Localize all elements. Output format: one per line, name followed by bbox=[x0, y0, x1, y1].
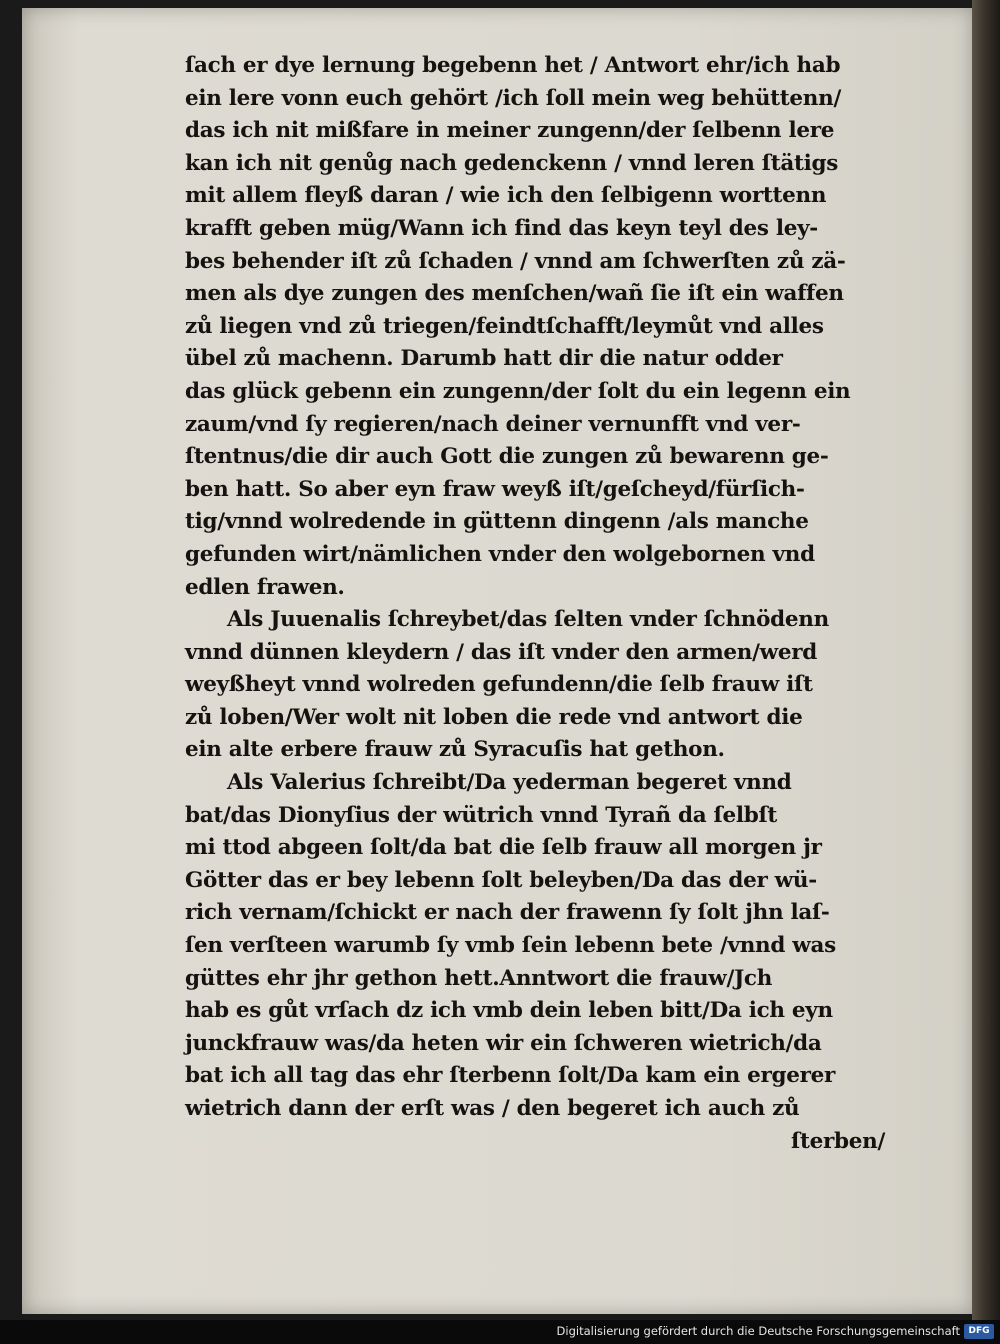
funding-credit: Digitalisierung gefördert durch die Deutsche Forschungsgemeinschaft bbox=[556, 1324, 960, 1338]
text-line: wietrich dann der erſt was / den begeret ich auch zů bbox=[185, 1096, 800, 1121]
text-line: bes behender iſt zů ſchaden / vnnd am ſchwerſten zů zä- bbox=[185, 248, 846, 274]
text-line: Götter das er bey lebenn ſolt beleyben/Da das der wü- bbox=[185, 867, 817, 893]
dfg-logo-icon: DFG bbox=[964, 1324, 994, 1339]
text-line: kan ich nit genůg nach gedenckenn / vnnd leren ſtätigs bbox=[185, 150, 838, 176]
text-line: Als Juuenalis ſchreybet/das ſelten vnder ſchnödenn bbox=[227, 607, 829, 633]
text-line: zaum/vnd ſy regieren/nach deiner vernunfft vnd ver- bbox=[185, 411, 801, 437]
blackletter-text-block bbox=[185, 50, 885, 1158]
text-line: weyßheyt vnnd wolreden gefundenn/die ſelb frauw iſt bbox=[185, 672, 813, 698]
text-line: ſach er dye lernung begebenn het / Antwort ehr/ich hab bbox=[185, 53, 841, 78]
text-line: ben hatt. So aber eyn fraw weyß iſt/geſcheyd/fürſich- bbox=[185, 476, 805, 502]
text-line: das glück gebenn ein zungenn/der ſolt du ein legenn ein bbox=[185, 378, 851, 404]
text-line: das ich nit mißfare in meiner zungenn/der ſelbenn lere bbox=[185, 118, 835, 144]
text-line: zů loben/Wer wolt nit loben die rede vnd antwort die bbox=[185, 704, 803, 730]
footer-bar bbox=[0, 1320, 1000, 1344]
text-line: ein alte erbere frauw zů Syracuſis hat gethon. bbox=[185, 737, 725, 763]
text-line: mi ttod abgeen ſolt/da bat die ſelb frauw all morgen jr bbox=[185, 835, 822, 861]
text-line: vnnd dünnen kleydern / das iſt vnder den armen/werd bbox=[185, 639, 818, 665]
text-line: übel zů machenn. Darumb hatt dir die natur odder bbox=[185, 346, 783, 372]
text-line: tig/vnnd wolredende in güttenn dingenn /als manche bbox=[185, 509, 809, 535]
text-line: edlen frawen. bbox=[185, 574, 345, 600]
text-line: zů liegen vnd zů triegen/feindtſchafft/leymůt vnd alles bbox=[185, 313, 824, 339]
book-spine-edge bbox=[972, 0, 1000, 1320]
text-line: bat ich all tag das ehr ſterbenn ſolt/Da kam ein ergerer bbox=[185, 1063, 836, 1089]
text-line: bat/das Dionyſius der wütrich vnnd Tyrañ da ſelbſt bbox=[185, 802, 778, 828]
text-line: ein lere vonn euch gehört /ich ſoll mein weg behüttenn/ bbox=[185, 85, 842, 111]
text-line: men als dye zungen des menſchen/wañ ſie iſt ein waffen bbox=[185, 281, 844, 307]
text-line: güttes ehr jhr gethon hett.Anntwort die frauw/Jch bbox=[185, 965, 773, 991]
text-line: krafft geben müg/Wann ich find das keyn teyl des ley- bbox=[185, 215, 818, 241]
text-line: hab es gůt vrſach dz ich vmb dein leben bitt/Da ich eyn bbox=[185, 998, 833, 1024]
text-line: mit allem fleyß daran / wie ich den ſelbigenn worttenn bbox=[185, 183, 827, 209]
text-line: ſtentnus/die dir auch Gott die zungen zů bewarenn ge- bbox=[185, 444, 829, 470]
text-line: ſterben/ bbox=[791, 1128, 885, 1154]
text-line: ſen verſteen warumb ſy vmb ſein lebenn bete /vnnd was bbox=[185, 933, 836, 959]
text-line: junckfrauw was/da heten wir ein ſchweren wietrich/da bbox=[185, 1030, 822, 1056]
text-line: rich vernam/ſchickt er nach der frawenn ſy ſolt jhn laſ- bbox=[185, 900, 830, 926]
text-line: Als Valerius ſchreibt/Da yederman begeret vnnd bbox=[227, 770, 792, 796]
text-line: gefunden wirt/nämlichen vnder den wolgebornen vnd bbox=[185, 541, 815, 567]
